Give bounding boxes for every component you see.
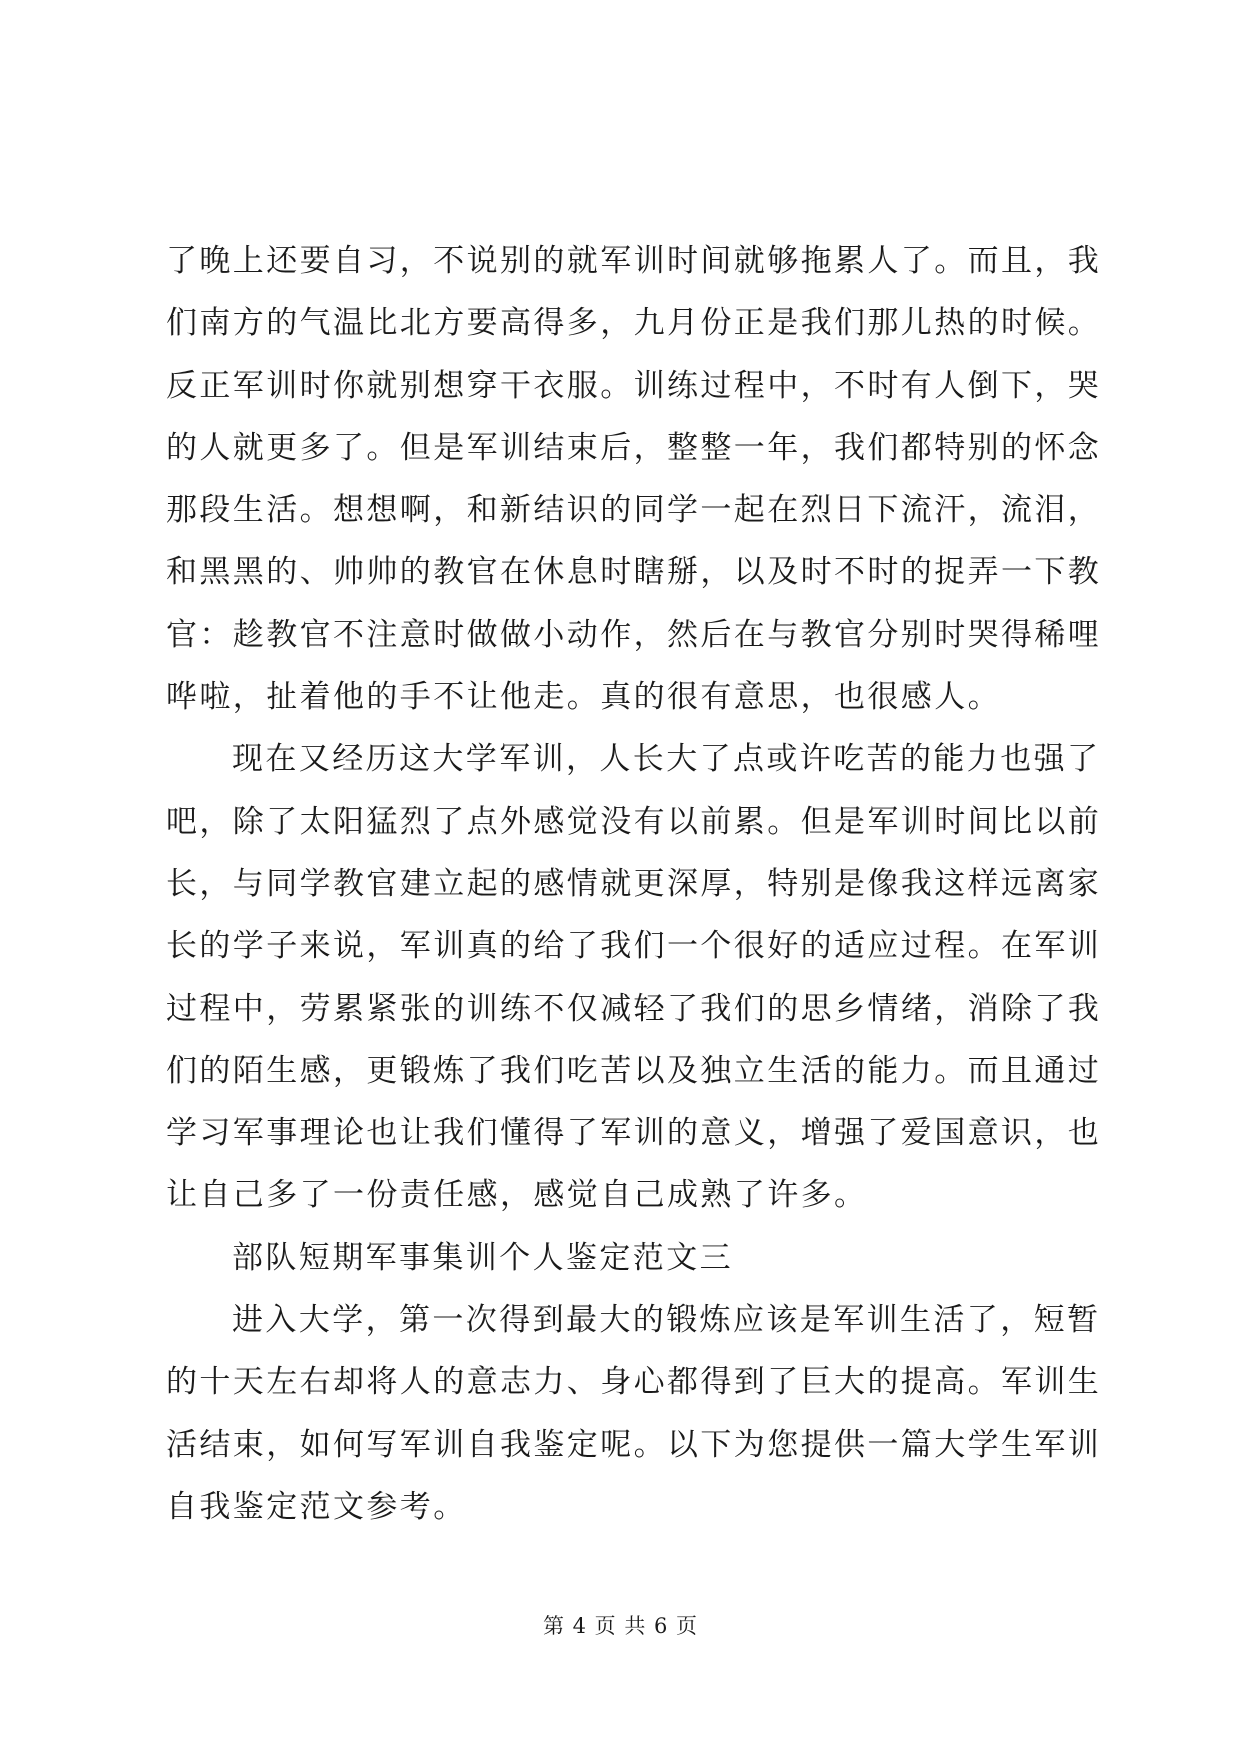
text-line: 的人就更多了。但是军训结束后，整整一年，我们都特别的怀念: [166, 429, 1102, 466]
text-line: 活结束，如何写军训自我鉴定呢。以下为您提供一篇大学生军训: [166, 1426, 1102, 1463]
text-line: 那段生活。想想啊，和新结识的同学一起在烈日下流汗，流泪，: [166, 492, 1102, 529]
text-line: 吧，除了太阳猛烈了点外感觉没有以前累。但是军训时间比以前: [166, 803, 1102, 840]
paragraph-start-line: 进入大学，第一次得到最大的锻炼应该是军训生活了，短暂: [232, 1302, 1101, 1339]
paragraph-start-line: 现在又经历这大学军训，人长大了点或许吃苦的能力也强了: [232, 741, 1101, 778]
text-line: 长，与同学教官建立起的感情就更深厚，特别是像我这样远离家: [166, 865, 1102, 902]
document-body: [166, 230, 1102, 1538]
text-line: 过程中，劳累紧张的训练不仅减轻了我们的思乡情绪，消除了我: [166, 990, 1102, 1027]
text-line: 和黑黑的、帅帅的教官在休息时瞎掰，以及时不时的捉弄一下教: [166, 554, 1102, 591]
text-line: 长的学子来说，军训真的给了我们一个很好的适应过程。在军训: [166, 928, 1102, 965]
text-line: 哗啦，扯着他的手不让他走。真的很有意思，也很感人。: [166, 679, 1001, 716]
text-line: 了晚上还要自习，不说别的就军训时间就够拖累人了。而且，我: [166, 243, 1102, 279]
text-line: 的十天左右却将人的意志力、身心都得到了巨大的提高。军训生: [166, 1364, 1102, 1401]
text-line: 们南方的气温比北方要高得多，九月份正是我们那儿热的时候。: [166, 305, 1102, 342]
section-heading: 部队短期军事集训个人鉴定范文三: [232, 1239, 733, 1276]
text-line: 们的陌生感，更锻炼了我们吃苦以及独立生活的能力。而且通过: [166, 1052, 1102, 1089]
text-line: 让自己多了一份责任感，感觉自己成熟了许多。: [166, 1177, 868, 1214]
text-line: 反正军训时你就别想穿干衣服。训练过程中，不时有人倒下，哭: [166, 367, 1102, 404]
text-line: 官：趁教官不注意时做做小动作，然后在与教官分别时哭得稀哩: [166, 616, 1102, 653]
text-line: 自我鉴定范文参考。: [166, 1488, 467, 1525]
page-number-footer: 第 4 页 共 6 页: [542, 1614, 699, 1638]
text-line: 学习军事理论也让我们懂得了军训的意义，增强了爱国意识，也: [166, 1115, 1102, 1152]
